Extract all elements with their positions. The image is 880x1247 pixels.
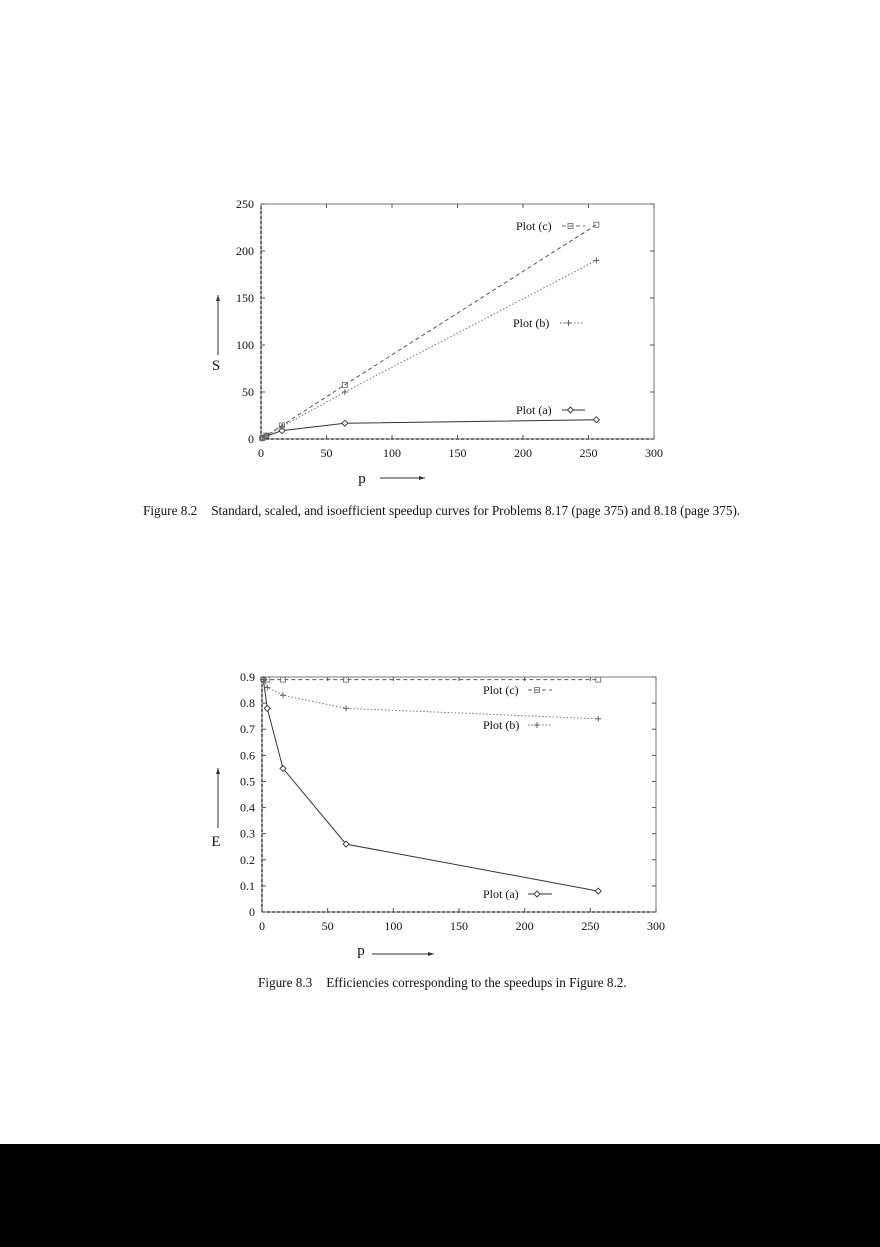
y-tick-label: 100: [236, 338, 254, 352]
y-tick-label: 0.3: [240, 826, 255, 841]
y-axis-label: S: [211, 358, 221, 374]
y-tick-label: 0.5: [240, 774, 255, 789]
x-axis-label: p: [357, 943, 365, 959]
legend-item: [483, 683, 552, 697]
caption-number: Figure 8.3: [258, 975, 313, 990]
x-tick-label: 50: [320, 446, 333, 460]
y-tick-label: 0.8: [240, 696, 255, 711]
x-axis-label: p: [358, 471, 366, 487]
legend-label: Plot (c): [483, 683, 519, 697]
legend-item: [483, 887, 552, 901]
legend-label: Plot (a): [516, 403, 552, 417]
x-tick-label: 250: [581, 919, 600, 933]
y-tick-label: 50: [242, 385, 254, 399]
y-tick-label: 0: [249, 905, 255, 919]
y-tick-label: 0.1: [240, 878, 255, 893]
y-tick-label: 150: [236, 291, 254, 305]
plot-area: [211, 670, 665, 959]
legend-label: Plot (b): [483, 718, 520, 732]
x-tick-label: 200: [515, 919, 534, 933]
diamond-marker-icon: [264, 705, 270, 711]
x-tick-label: 300: [647, 919, 665, 933]
series-plotc: [261, 677, 601, 682]
y-tick-label: 0: [248, 432, 254, 446]
legend-label: Plot (c): [516, 219, 552, 233]
x-tick-label: 50: [321, 919, 334, 933]
square-marker-icon: [596, 677, 601, 682]
x-tick-label: 0: [258, 446, 264, 460]
y-axis-label: E: [211, 834, 221, 850]
caption-text: Efficiencies corresponding to the speedups in Figure 8.2.: [326, 975, 627, 990]
y-tick-label: 200: [236, 244, 254, 258]
legend-label: Plot (b): [513, 316, 550, 330]
plus-marker-icon: [534, 722, 540, 728]
caption-text: Standard, scaled, and isoefficient speedup curves for Problems 8.17 (page 375) and 8.18 (page 375).: [211, 503, 741, 518]
figure-8-3-caption: [258, 975, 627, 991]
plus-marker-icon: [280, 692, 286, 698]
x-tick-label: 0: [259, 919, 265, 933]
diamond-marker-icon: [534, 891, 540, 897]
y-tick-label: 0.9: [240, 670, 255, 684]
bottom-black-bar: [0, 1144, 880, 1247]
x-tick-label: 100: [383, 446, 401, 460]
legend-label: Plot (a): [483, 887, 519, 901]
y-tick-label: 0.4: [240, 800, 255, 815]
legend-item: [483, 718, 552, 732]
caption-number: Figure 8.2: [143, 503, 198, 518]
x-tick-label: 150: [450, 919, 468, 933]
y-tick-label: 0.2: [240, 852, 255, 867]
series-plota: [260, 677, 601, 895]
up-arrow-icon: [216, 768, 220, 774]
x-tick-label: 200: [514, 446, 532, 460]
x-tick-label: 300: [645, 446, 663, 460]
y-tick-label: 0.6: [240, 748, 255, 763]
x-tick-label: 100: [384, 919, 403, 933]
x-tick-label: 150: [448, 446, 467, 460]
y-tick-label: 250: [236, 197, 254, 211]
right-arrow-icon: [428, 952, 434, 956]
diamond-marker-icon: [595, 888, 601, 894]
plus-marker-icon: [595, 716, 601, 722]
plus-marker-icon: [343, 705, 349, 711]
x-tick-label: 250: [579, 446, 598, 460]
series-plotb: [260, 677, 601, 722]
y-tick-label: 0.7: [240, 722, 255, 737]
